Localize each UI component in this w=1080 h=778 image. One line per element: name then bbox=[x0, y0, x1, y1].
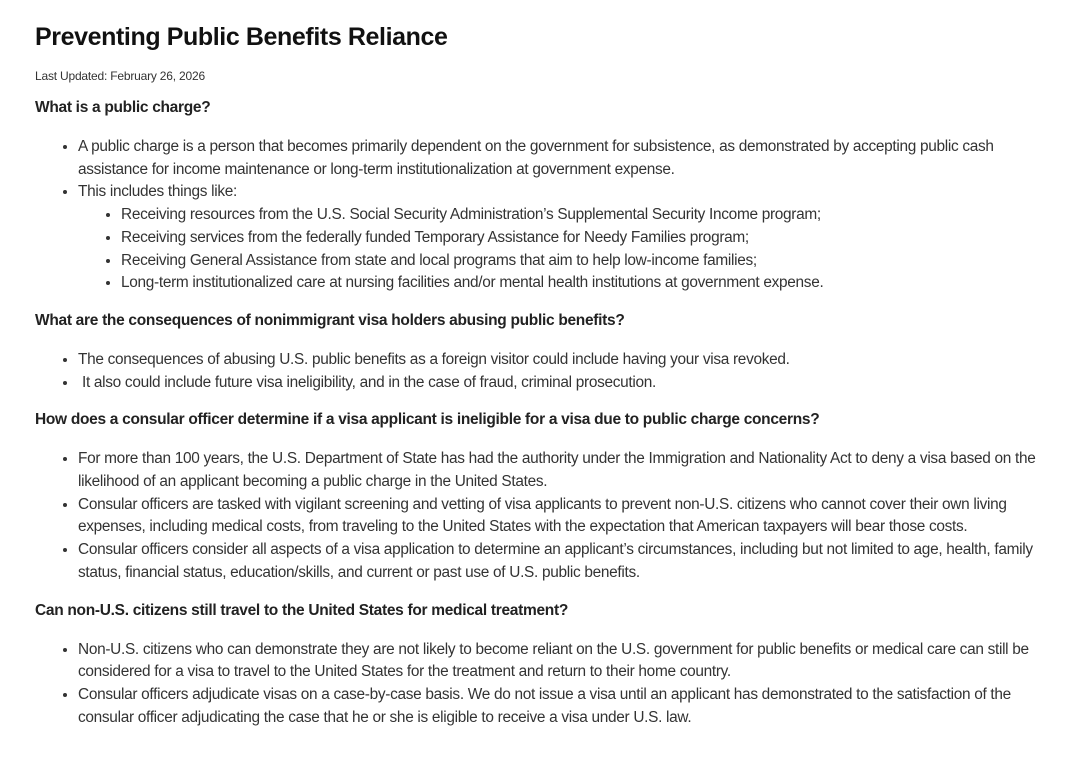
list-item: • Consular officers consider all aspects of a visa application to determine an applicant’s circumstances, including but not limited to age, health, family status, financial status, education/skills, and current or past use of U.S. public benefits. bbox=[78, 539, 1056, 584]
last-updated-date: Last Updated: February 26, 2026 bbox=[35, 69, 205, 83]
sub-list-item: • Receiving resources from the U.S. Social Security Administration’s Supplemental Security Income program; bbox=[121, 204, 1056, 227]
faq-question: How does a consular officer determine if a visa applicant is ineligible for a visa due to public charge concerns? bbox=[35, 411, 820, 429]
answer-list bbox=[35, 639, 1056, 730]
list-item-text: This includes things like: bbox=[78, 183, 238, 201]
list-item: • Non-U.S. citizens who can demonstrate they are not likely to become reliant on the U.S. government for public benefits or medical care can still be considered for a visa to travel to the United States for the treatment and return to their home country. bbox=[78, 639, 1056, 684]
faq-section-consular-determination bbox=[35, 409, 1056, 584]
page-title: Preventing Public Benefits Reliance bbox=[35, 23, 448, 51]
list-item: • Consular officers are tasked with vigilant screening and vetting of visa applicants to prevent non-U.S. citizens who cannot cover their own living expenses, including medical costs, from traveling to the United States with the expectation that American taxpayers will bear those costs. bbox=[78, 494, 1056, 539]
list-item: • Consular officers adjudicate visas on a case-by-case basis. We do not issue a visa until an applicant has demonstrated to the satisfaction of the consular officer adjudicating the case that he or she is eligible to receive a visa under U.S. law. bbox=[78, 684, 1056, 729]
list-item bbox=[78, 181, 1056, 295]
faq-question: Can non-U.S. citizens still travel to the United States for medical treatment? bbox=[35, 601, 568, 619]
faq-section-medical-treatment bbox=[35, 600, 1056, 730]
faq-section-public-charge bbox=[35, 97, 1056, 295]
list-item: • A public charge is a person that becomes primarily dependent on the government for subsistence, as demonstrated by accepting public cash assistance for income maintenance or long-term institutionalization at government expense. bbox=[78, 136, 1056, 181]
answer-list bbox=[35, 136, 1056, 295]
list-item: • The consequences of abusing U.S. public benefits as a foreign visitor could include having your visa revoked. bbox=[78, 349, 1056, 372]
faq-question: What is a public charge? bbox=[35, 99, 211, 116]
faq-question: What are the consequences of nonimmigrant visa holders abusing public benefits? bbox=[35, 311, 625, 329]
answer-list bbox=[35, 448, 1056, 584]
sub-list-item: • Receiving services from the federally funded Temporary Assistance for Needy Families program; bbox=[121, 227, 1056, 250]
faq-section-consequences bbox=[35, 310, 1056, 394]
sub-list-item: • Receiving General Assistance from state and local programs that aim to help low-income families; bbox=[121, 250, 1056, 273]
list-item: • For more than 100 years, the U.S. Department of State has had the authority under the Immigration and Nationality Act to deny a visa based on the likelihood of an applicant becoming a public charge in the United States. bbox=[78, 448, 1056, 493]
list-item: • It also could include future visa ineligibility, and in the case of fraud, criminal prosecution. bbox=[78, 372, 1056, 395]
sub-list bbox=[78, 204, 1056, 295]
answer-list bbox=[35, 349, 1056, 394]
sub-list-item: • Long-term institutionalized care at nursing facilities and/or mental health institutions at government expense. bbox=[121, 272, 1056, 295]
